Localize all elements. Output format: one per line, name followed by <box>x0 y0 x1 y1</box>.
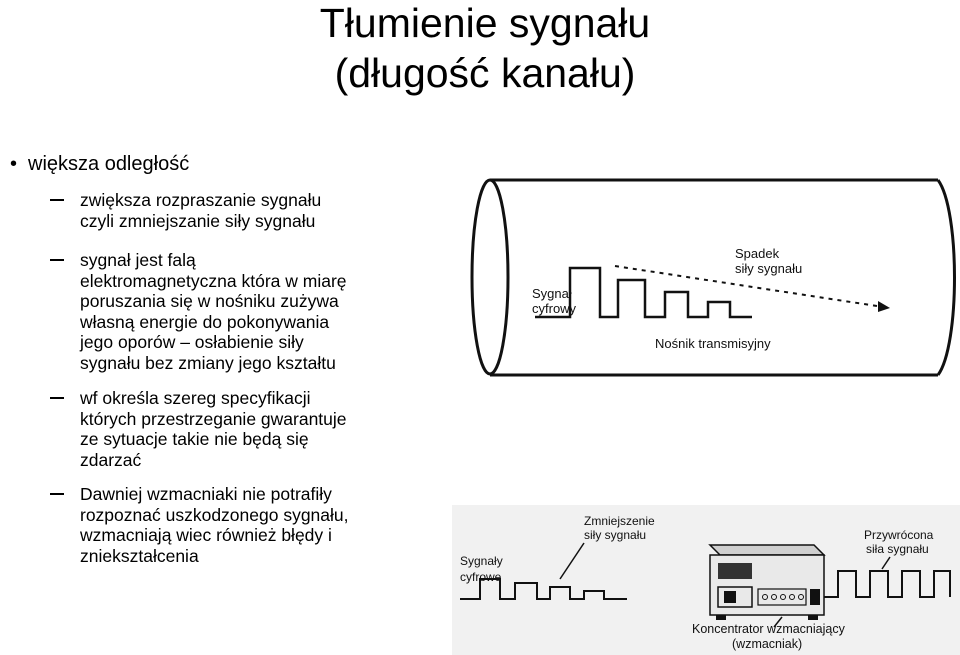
cylinder-left-end <box>472 180 508 374</box>
label-restored-2: siła sygnału <box>866 542 929 556</box>
sub-bullet-text: sygnał jest falą elektromagnetyczna która w miarę poruszania się w nośniku zużywa własną energie do pokonywania jego oporów – osłabienie siły sygnału bez zmiany jego kształtu <box>80 250 347 373</box>
label-signal-1: Sygnał <box>532 286 572 301</box>
main-bullet-text: większa odległość <box>28 153 190 175</box>
repeater-figure <box>452 505 960 655</box>
main-bullet <box>10 152 189 176</box>
sub-bullet-text: wf określa szereg specyfikacji których przestrzeganie gwarantuje ze sytuacje takie nie będą się zdarzać <box>80 388 347 470</box>
dash-icon <box>50 199 64 201</box>
hub-switch <box>810 589 820 605</box>
sub-bullet <box>52 250 347 373</box>
arrow-icon <box>878 301 890 312</box>
sub-bullet-text: Dawniej wzmacniaki nie potrafiły rozpoznać uszkodzonego sygnału, wzmacniają wiec również błędy i zniekształcenia <box>80 484 349 566</box>
hub-top <box>710 545 824 555</box>
label-signal-2: cyfrowy <box>532 301 577 316</box>
transmission-medium-figure <box>460 170 960 385</box>
title-line-2: (długość kanału) <box>334 50 636 96</box>
sub-bullet <box>52 190 321 231</box>
dash-icon <box>50 259 64 261</box>
label-hub-1: Koncentrator wzmacniający <box>692 622 845 636</box>
slide-title <box>205 0 765 98</box>
hub-display <box>718 563 752 579</box>
title-line-1: Tłumienie sygnału <box>319 0 651 46</box>
hub-foot <box>808 615 818 620</box>
sub-bullet <box>52 388 347 470</box>
bullet-dot-icon: • <box>10 153 18 175</box>
label-hub-2: (wzmacniak) <box>732 637 803 651</box>
hub-foot <box>716 615 726 620</box>
hub-port-dark <box>724 591 736 603</box>
dash-icon <box>50 493 64 495</box>
label-signals-1: Sygnały <box>460 554 503 568</box>
label-signals-2: cyfrowe <box>460 570 502 584</box>
dash-icon <box>50 397 64 399</box>
sub-bullet-text: zwiększa rozpraszanie sygnału czyli zmniejszanie siły sygnału <box>80 190 322 231</box>
label-drop-2: siły sygnału <box>735 261 803 276</box>
label-reduced-2: siły sygnału <box>584 528 647 542</box>
label-reduced-1: Zmniejszenie <box>584 514 655 528</box>
label-medium: Nośnik transmisyjny <box>655 336 771 351</box>
label-restored-1: Przywrócona <box>864 528 934 542</box>
label-drop-1: Spadek <box>735 246 780 261</box>
sub-bullet <box>52 484 349 566</box>
cylinder-right-end <box>938 180 955 375</box>
